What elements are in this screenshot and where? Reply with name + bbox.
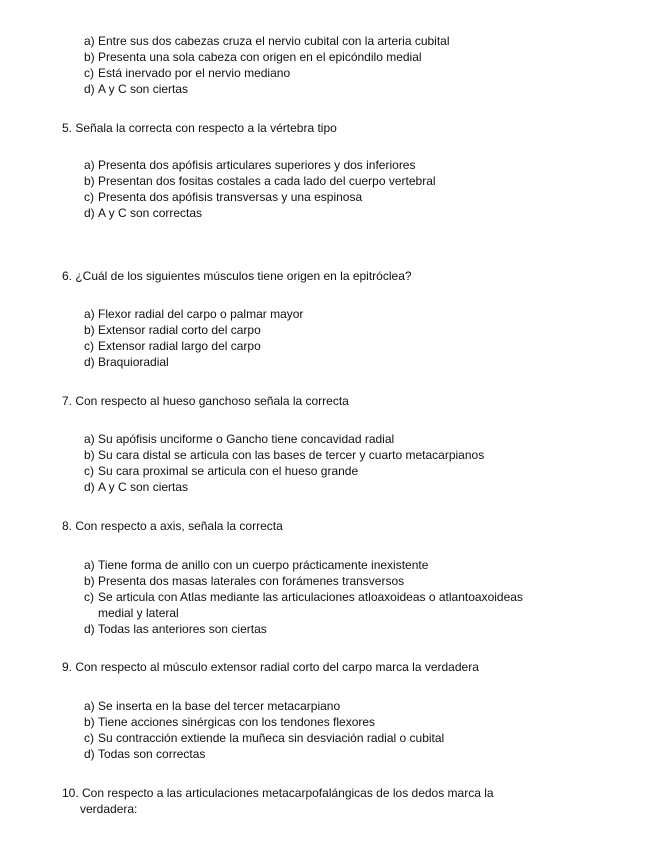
option-text: Su apófisis unciforme o Gancho tiene concavidad radial (98, 432, 395, 446)
option-letter: d) (84, 480, 95, 494)
option-text: Tiene forma de anillo con un cuerpo prácticamente inexistente (98, 558, 429, 572)
option-b (84, 447, 604, 463)
question-7 (62, 393, 622, 409)
option-letter: d) (84, 622, 95, 636)
option-letter: c) (84, 66, 94, 80)
option-list (84, 33, 604, 97)
question-text: 9. Con respecto al músculo extensor radial corto del carpo marca la verdadera (62, 660, 479, 674)
option-list (84, 306, 604, 370)
question-8 (62, 518, 622, 534)
option-b (84, 49, 604, 65)
option-text: Flexor radial del carpo o palmar mayor (98, 307, 304, 321)
option-text: Todas son correctas (98, 747, 206, 761)
option-text: Todas las anteriores son ciertas (98, 622, 267, 636)
option-text: Su contracción extiende la muñeca sin desviación radial o cubital (98, 731, 445, 745)
option-text: Su cara distal se articula con las bases de tercer y cuarto metacarpianos (98, 448, 485, 462)
option-b (84, 322, 604, 338)
option-list (84, 431, 604, 495)
question-text: 6. ¿Cuál de los siguientes músculos tiene origen en la epitróclea? (62, 269, 412, 283)
question-text: 5. Señala la correcta con respecto a la vértebra tipo (62, 121, 337, 135)
option-a (84, 157, 604, 173)
option-text: Extensor radial largo del carpo (98, 339, 261, 353)
option-letter: b) (84, 574, 95, 588)
option-c (84, 589, 524, 621)
option-letter: c) (84, 190, 94, 204)
option-b (84, 573, 524, 589)
question-text: 7. Con respecto al hueso ganchoso señala la correcta (62, 394, 349, 408)
question-5 (62, 120, 622, 136)
option-text: A y C son ciertas (98, 82, 189, 96)
option-d (84, 621, 524, 637)
option-text: Presenta dos apófisis articulares superiores y dos inferiores (98, 158, 416, 172)
option-list (84, 557, 524, 637)
option-a (84, 306, 604, 322)
option-letter: a) (84, 307, 95, 321)
option-d (84, 354, 604, 370)
option-a (84, 698, 604, 714)
option-a (84, 33, 604, 49)
option-c (84, 730, 604, 746)
option-a (84, 557, 524, 573)
option-c (84, 338, 604, 354)
option-text: Se inserta en la base del tercer metacarpiano (98, 699, 341, 713)
option-letter: a) (84, 432, 95, 446)
option-letter: c) (84, 590, 94, 604)
option-d (84, 81, 604, 97)
option-text: Entre sus dos cabezas cruza el nervio cubital con la arteria cubital (98, 34, 450, 48)
option-letter: d) (84, 747, 95, 761)
option-c (84, 65, 604, 81)
option-text: Extensor radial corto del carpo (98, 323, 261, 337)
option-text: Está inervado por el nervio mediano (98, 66, 291, 80)
option-letter: d) (84, 82, 95, 96)
option-text: A y C son ciertas (98, 480, 189, 494)
option-b (84, 714, 604, 730)
option-text: Braquioradial (98, 355, 169, 369)
option-letter: d) (84, 206, 95, 220)
option-text: Su cara proximal se articula con el hueso grande (98, 464, 359, 478)
option-c (84, 463, 604, 479)
option-text: Presenta dos masas laterales con forámenes transversos (98, 574, 405, 588)
option-text: Presenta dos apófisis transversas y una espinosa (98, 190, 363, 204)
question-text: 10. Con respecto a las articulaciones metacarpofalángicas de los dedos marca la verdadera: (62, 786, 494, 816)
option-letter: c) (84, 464, 94, 478)
option-text: A y C son correctas (98, 206, 203, 220)
question-10 (62, 785, 552, 817)
option-b (84, 173, 604, 189)
option-c (84, 189, 604, 205)
option-letter: c) (84, 731, 94, 745)
option-letter: c) (84, 339, 94, 353)
option-letter: a) (84, 34, 95, 48)
option-letter: a) (84, 699, 95, 713)
option-letter: a) (84, 558, 95, 572)
option-d (84, 205, 604, 221)
option-list (84, 157, 604, 221)
option-letter: b) (84, 448, 95, 462)
option-text: Presenta una sola cabeza con origen en el epicóndilo medial (98, 50, 422, 64)
option-d (84, 479, 604, 495)
option-letter: b) (84, 50, 95, 64)
option-letter: b) (84, 323, 95, 337)
option-letter: b) (84, 715, 95, 729)
option-d (84, 746, 604, 762)
question-6 (62, 268, 622, 284)
question-text: 8. Con respecto a axis, señala la correcta (62, 519, 283, 533)
option-letter: a) (84, 158, 95, 172)
option-letter: d) (84, 355, 95, 369)
option-text: Se articula con Atlas mediante las articulaciones atloaxoideas o atlantoaxoideas medial y lateral (98, 590, 523, 620)
option-letter: b) (84, 174, 95, 188)
option-text: Presentan dos fositas costales a cada lado del cuerpo vertebral (98, 174, 436, 188)
question-9 (62, 659, 622, 675)
option-a (84, 431, 604, 447)
option-list (84, 698, 604, 762)
option-text: Tiene acciones sinérgicas con los tendones flexores (98, 715, 376, 729)
